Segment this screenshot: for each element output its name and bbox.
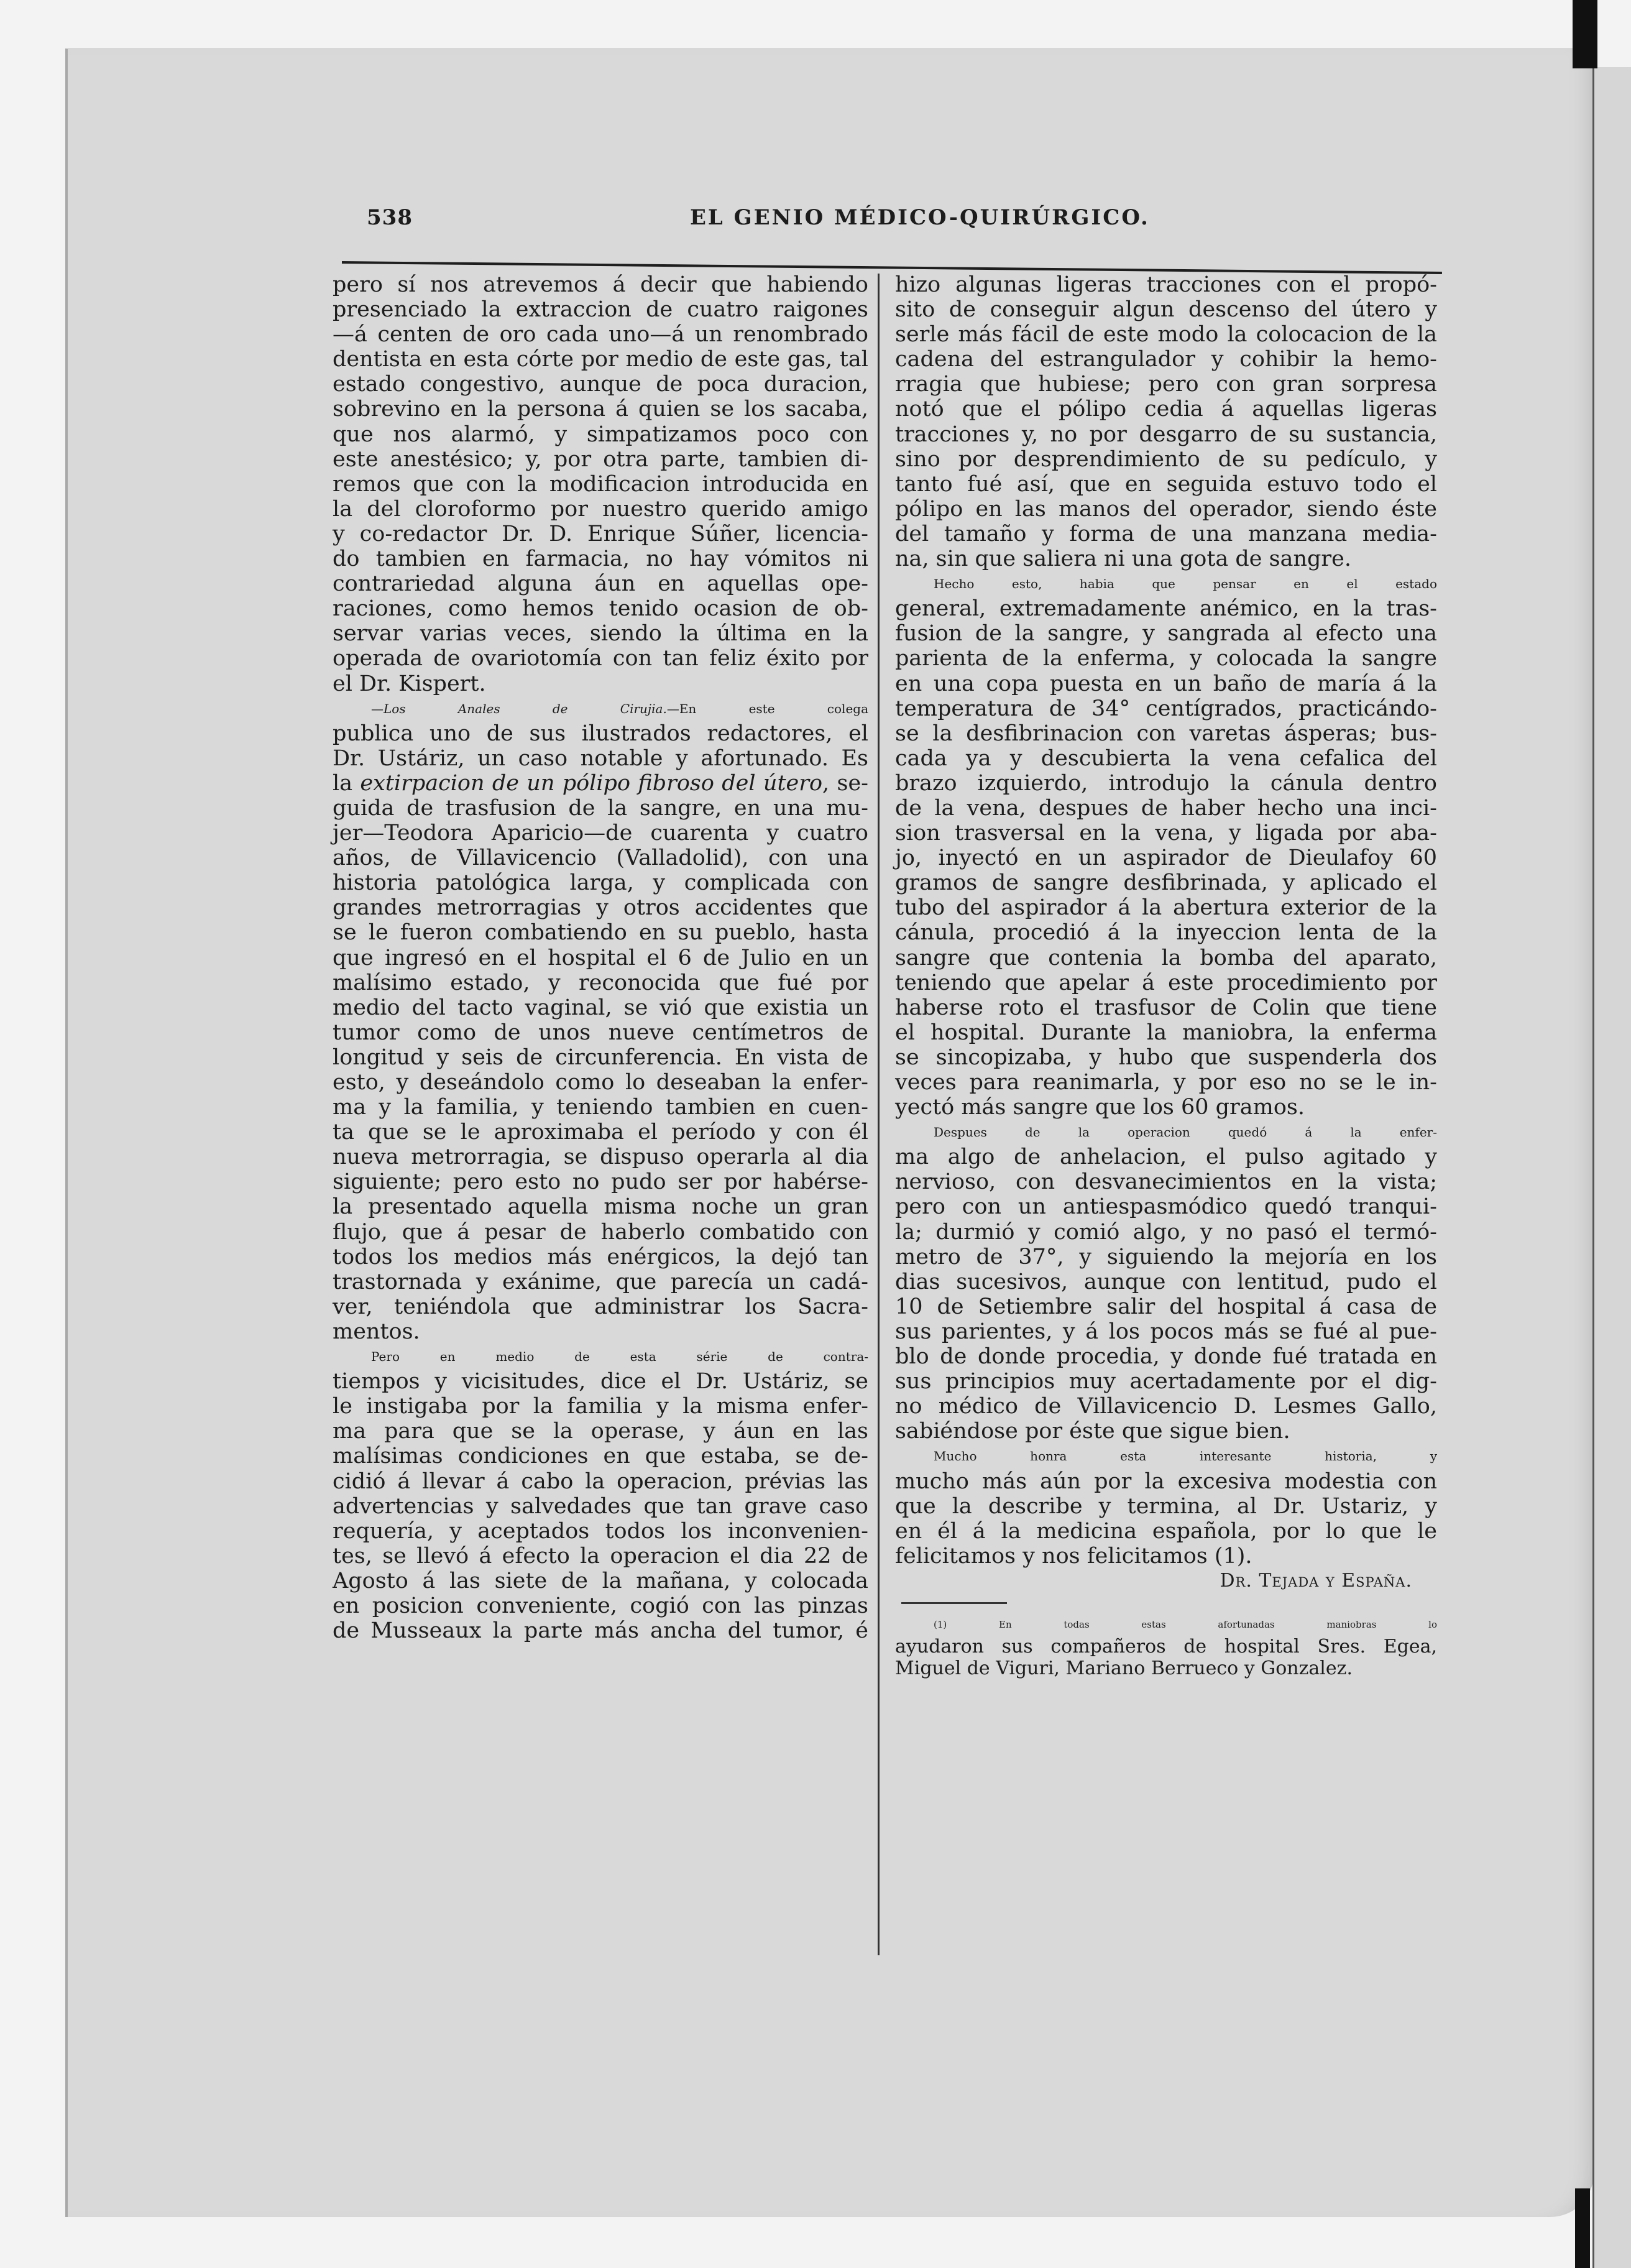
text-line: jo, inyectó en un aspirador de Dieulafoy 60 bbox=[895, 846, 1437, 871]
text-line: 10 de Setiembre salir del hospital á casa de bbox=[895, 1294, 1437, 1319]
text-line: remos que con la modificacion introducida en bbox=[333, 471, 868, 497]
text-line: ma y la familia, y teniendo tambien en cuen- bbox=[333, 1095, 868, 1120]
text-line: brazo izquierdo, introdujo la cánula dentro bbox=[895, 770, 1437, 796]
text-line: trastornada y exánime, que parecía un cadá- bbox=[333, 1269, 868, 1294]
text-line: raciones, como hemos tenido ocasion de ob- bbox=[333, 596, 868, 622]
text-line: el hospital. Durante la maniobra, la enferma bbox=[895, 1020, 1437, 1045]
text-line: que nos alarmó, y simpatizamos poco con bbox=[333, 422, 868, 447]
bookmark-ribbon-bottom bbox=[1575, 2188, 1590, 2268]
author-signature: Dr. Tejada y España. bbox=[1220, 1569, 1412, 1592]
text-line: cadena del estrangulador y cohibir la hemo- bbox=[895, 347, 1437, 372]
text-line: Pero en medio de esta série de contra- bbox=[371, 1349, 868, 1365]
text-line: nervioso, con desvanecimientos en la vista; bbox=[895, 1169, 1437, 1195]
paragraph-traction bbox=[895, 272, 1437, 571]
text-line: cada ya y descubierta la vena cefalica del bbox=[895, 745, 1437, 771]
text-line: pero con un antiespasmódico quedó tranqui- bbox=[895, 1194, 1437, 1220]
text-line: Mucho honra esta interesante historia, y bbox=[934, 1449, 1437, 1464]
text-line: gramos de sangre desfibrinada, y aplicado el bbox=[895, 870, 1437, 896]
text-line: ver, teniéndola que administrar los Sacra- bbox=[333, 1294, 868, 1319]
text-line: de la vena, despues de haber hecho una inci- bbox=[895, 795, 1437, 821]
text-line: no médico de Villavicencio D. Lesmes Gallo, bbox=[895, 1394, 1437, 1419]
text-line: y co-redactor Dr. D. Enrique Súñer, licencia- bbox=[333, 521, 868, 546]
text-line: flujo, que á pesar de haberlo combatido con bbox=[333, 1219, 868, 1245]
page-number: 538 bbox=[367, 205, 413, 230]
running-head bbox=[367, 205, 1436, 236]
text-line: nueva metrorragia, se dispuso operarla al dia bbox=[333, 1145, 868, 1170]
text-line: blo de donde procedia, y donde fué tratada en bbox=[895, 1344, 1437, 1370]
case-title: extirpacion de un pólipo fibroso del útero bbox=[360, 770, 823, 796]
text-line: ma para que se la operase, y áun en las bbox=[333, 1419, 868, 1444]
footnote bbox=[895, 1614, 1437, 1679]
paragraph-anesthesia bbox=[333, 272, 868, 696]
text-line: (1) En todas estas afortunadas maniobras lo bbox=[934, 1618, 1437, 1630]
text-line: mucho más aún por la excesiva modestia con bbox=[895, 1468, 1437, 1494]
text-line: esto, y deseándolo como lo deseaban la enfer- bbox=[333, 1070, 868, 1095]
text-line: sangre que contenia la bomba del aparato, bbox=[895, 945, 1437, 970]
text-line: ayudaron sus compañeros de hospital Sres. Egea, bbox=[895, 1635, 1437, 1657]
text-line: serle más fácil de este modo la colocacion de la bbox=[895, 322, 1437, 348]
text-line: se le fueron combatiendo en su pueblo, hasta bbox=[333, 920, 868, 946]
footnote-rule bbox=[901, 1602, 1007, 1604]
text-line: historia patológica larga, y complicada con bbox=[333, 870, 868, 896]
right-column bbox=[895, 272, 1437, 1679]
text-line: medio del tacto vaginal, se vió que existia un bbox=[333, 995, 868, 1020]
text-line: tanto fué así, que en seguida estuvo todo el bbox=[895, 471, 1437, 497]
text-line: años, de Villavicencio (Valladolid), con una bbox=[333, 846, 868, 871]
text-line: se la desfibrinacion con varetas ásperas; bus- bbox=[895, 721, 1437, 746]
paragraph-transfusion bbox=[895, 571, 1437, 1120]
text-line: cánula, procedió á la inyeccion lenta de la bbox=[895, 920, 1437, 946]
text-line: del tamaño y forma de una manzana media- bbox=[895, 521, 1437, 546]
text-line: Hecho esto, habia que pensar en el estado bbox=[934, 576, 1437, 592]
text-line: ma algo de anhelacion, el pulso agitado y bbox=[895, 1145, 1437, 1170]
text-line: advertencias y salvedades que tan grave caso bbox=[333, 1493, 868, 1519]
text-line: temperatura de 34° centígrados, practicándo- bbox=[895, 696, 1437, 721]
text-line: de Musseaux la parte más ancha del tumor, é bbox=[333, 1618, 868, 1644]
paragraph-recovery bbox=[895, 1120, 1437, 1444]
text-line: presenciado la extraccion de cuatro raigones bbox=[333, 297, 868, 323]
text-line: ta que se le aproximaba el período y con él bbox=[333, 1120, 868, 1145]
text-line: malísimo estado, y reconocida que fué por bbox=[333, 970, 868, 995]
text-line: tracciones y, no por desgarro de su sustancia, bbox=[895, 422, 1437, 447]
text-line: na, sin que saliera ni una gota de sangre. bbox=[895, 546, 1351, 572]
extirpacion-line bbox=[333, 771, 868, 796]
bookmark-ribbon-top bbox=[1573, 0, 1597, 68]
text-line: malísimas condiciones en que estaba, se de- bbox=[333, 1444, 868, 1469]
text-line: sus parientes, y á los pocos más se fué al pue- bbox=[895, 1319, 1437, 1344]
text-line: operada de ovariotomía con tan feliz éxito por bbox=[333, 646, 868, 671]
text-line: do tambien en farmacia, no hay vómitos ni bbox=[333, 546, 868, 572]
text-line: siguiente; pero esto no pudo ser por habérse- bbox=[333, 1169, 868, 1195]
dash: — bbox=[371, 701, 384, 716]
text-line: sion trasversal en la vena, y ligada por aba- bbox=[895, 821, 1437, 846]
text-line: se sincopizaba, y hubo que suspenderla dos bbox=[895, 1044, 1437, 1070]
text-line: la del cloroformo por nuestro querido amigo bbox=[333, 496, 868, 522]
text-line: Despues de la operacion quedó á la enfer- bbox=[934, 1125, 1437, 1140]
text-line: sabiéndose por éste que sigue bien. bbox=[895, 1419, 1290, 1444]
text: la bbox=[333, 770, 361, 796]
text-line: dentista en esta córte por medio de este gas, tal bbox=[333, 347, 868, 372]
text-line: sus principios muy acertadamente por el dig- bbox=[895, 1369, 1437, 1394]
text-line: —á centen de oro cada uno—á un renombrado bbox=[333, 322, 868, 348]
text-line: el Dr. Kispert. bbox=[333, 671, 486, 696]
text-line: sobrevino en la persona á quien se los sacaba, bbox=[333, 397, 868, 422]
text-line: la presentado aquella misma noche un gran bbox=[333, 1194, 868, 1220]
text-line: jer—Teodora Aparicio—de cuarenta y cuatro bbox=[333, 821, 868, 846]
text-line: tumor como de unos nueve centímetros de bbox=[333, 1020, 868, 1045]
text-line: veces para reanimarla, y por eso no se le in- bbox=[895, 1070, 1437, 1095]
text-line: servar varias veces, siendo la última en la bbox=[333, 621, 868, 647]
text-line: mentos. bbox=[333, 1319, 420, 1344]
text-line: Dr. Ustáriz, un caso notable y afortunado. Es bbox=[333, 745, 868, 771]
text-line: en posicion conveniente, cogió con las pinzas bbox=[333, 1593, 868, 1618]
journal-name-anales: Los Anales de Cirujia. bbox=[384, 701, 667, 716]
text-line: sito de conseguir algun descenso del útero y bbox=[895, 297, 1437, 323]
text-line: metro de 37°, y siguiendo la mejoría en los bbox=[895, 1244, 1437, 1270]
text-line: que ingresó en el hospital el 6 de Julio en un bbox=[333, 945, 868, 970]
journal-title: EL GENIO MÉDICO-QUIRÚRGICO. bbox=[690, 205, 1150, 230]
text-line: tes, se llevó á efecto la operacion el dia 22 de bbox=[333, 1543, 868, 1569]
paragraph-conclusion bbox=[895, 1444, 1437, 1568]
text-line: sino por desprendimiento de su pedículo, y bbox=[895, 446, 1437, 472]
text-line: notó que el pólipo cedia á aquellas ligeras bbox=[895, 397, 1437, 422]
left-column bbox=[333, 272, 868, 1643]
column-divider bbox=[878, 274, 880, 1955]
text-line: contrariedad alguna áun en aquellas ope- bbox=[333, 571, 868, 597]
text-line: fusion de la sangre, y sangrada al efecto una bbox=[895, 621, 1437, 647]
text-line: en él á la medicina española, por lo que le bbox=[895, 1518, 1437, 1544]
text-line: dias sucesivos, aunque con lentitud, pudo el bbox=[895, 1269, 1437, 1294]
text-line: estado congestivo, aunque de poca duracion, bbox=[333, 372, 868, 397]
anales-line bbox=[333, 696, 868, 721]
text-line: este anestésico; y, por otra parte, tambien di- bbox=[333, 446, 868, 472]
text-line: guida de trasfusion de la sangre, en una mu- bbox=[333, 795, 868, 821]
text-line: haberse roto el trasfusor de Colin que tiene bbox=[895, 995, 1437, 1020]
text-line: en una copa puesta en un baño de maría á la bbox=[895, 671, 1437, 696]
text-line: longitud y seis de circunferencia. En vista de bbox=[333, 1044, 868, 1070]
text-line: general, extremadamente anémico, en la tras- bbox=[895, 596, 1437, 622]
text-line: publica uno de sus ilustrados redactores, el bbox=[333, 721, 868, 746]
text-line: la; durmió y comió algo, y no pasó el termó- bbox=[895, 1219, 1437, 1245]
text-line: pero sí nos atrevemos á decir que habiendo bbox=[333, 272, 868, 297]
text-line: grandes metrorragias y otros accidentes que bbox=[333, 895, 868, 921]
text-line: pólipo en las manos del operador, siendo éste bbox=[895, 496, 1437, 522]
text-line: parienta de la enferma, y colocada la sangre bbox=[895, 646, 1437, 671]
text-line: tubo del aspirador á la abertura exterior de la bbox=[895, 895, 1437, 921]
text-line: Miguel de Viguri, Mariano Berrueco y Gonzalez. bbox=[895, 1657, 1353, 1679]
anales-text: —En este colega bbox=[666, 701, 869, 716]
text-line: teniendo que apelar á este procedimiento por bbox=[895, 970, 1437, 995]
text-line: todos los medios más enérgicos, la dejó tan bbox=[333, 1244, 868, 1270]
text: , se- bbox=[822, 770, 868, 796]
text-line: Agosto á las siete de la mañana, y colocada bbox=[333, 1568, 868, 1593]
next-page-edge bbox=[1592, 67, 1631, 2268]
text-line: le instigaba por la familia y la misma enfer- bbox=[333, 1394, 868, 1419]
paragraph-operation bbox=[333, 1344, 868, 1643]
text-line: rragia que hubiese; pero con gran sorpresa bbox=[895, 372, 1437, 397]
text-line: yectó más sangre que los 60 gramos. bbox=[895, 1095, 1305, 1120]
text-line: cidió á llevar á cabo la operacion, prévias las bbox=[333, 1468, 868, 1494]
text-line: felicitamos y nos felicitamos (1). bbox=[895, 1543, 1252, 1569]
text-line: que la describe y termina, al Dr. Ustariz, y bbox=[895, 1493, 1437, 1519]
text-line: requería, y aceptados todos los inconvenien- bbox=[333, 1518, 868, 1544]
paragraph-case bbox=[333, 796, 868, 1344]
text-line: hizo algunas ligeras tracciones con el propó- bbox=[895, 272, 1437, 297]
text-line: tiempos y vicisitudes, dice el Dr. Ustáriz, se bbox=[333, 1369, 868, 1394]
paragraph-anales-cont bbox=[333, 721, 868, 771]
